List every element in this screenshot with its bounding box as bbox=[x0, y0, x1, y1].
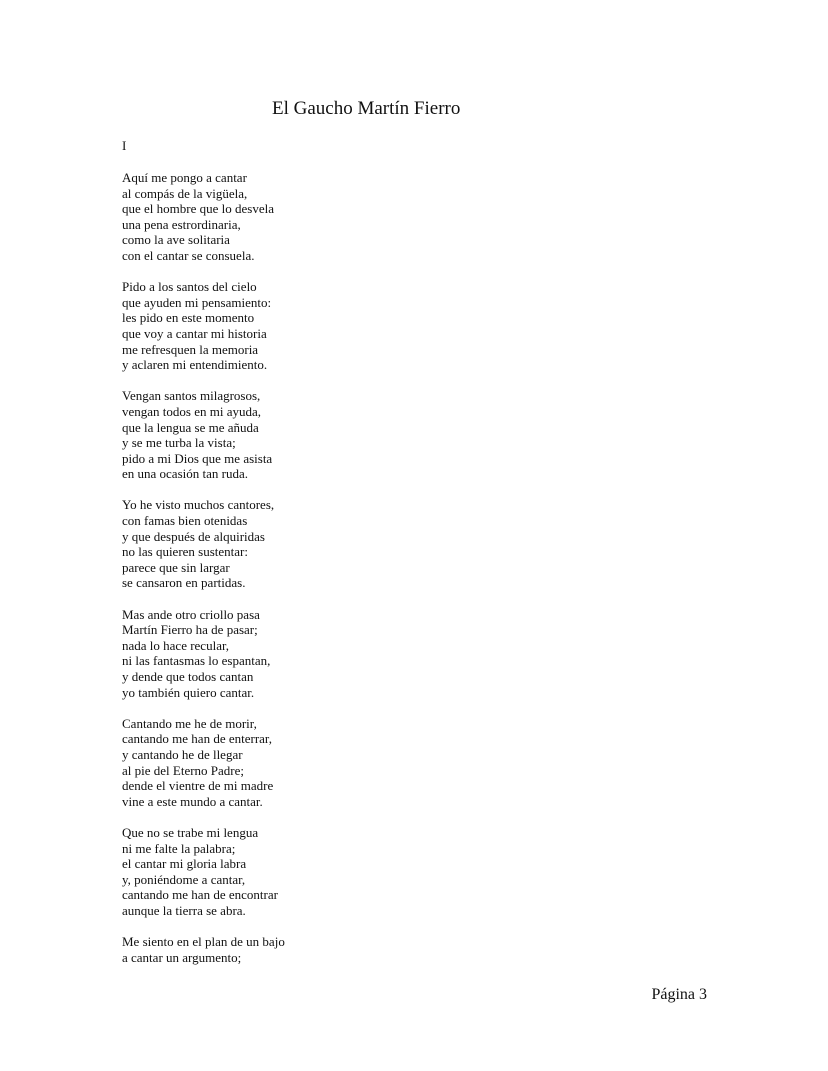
verse-line: Martín Fierro ha de pasar; bbox=[122, 622, 258, 638]
poem-body bbox=[122, 170, 442, 981]
verse-line: les pido en este momento bbox=[122, 310, 255, 326]
verse-line: en una ocasión tan ruda. bbox=[122, 466, 248, 482]
verse-line: con famas bien otenidas bbox=[122, 513, 248, 529]
verse-line: Que no se trabe mi lengua bbox=[122, 824, 259, 840]
verse-line: que voy a cantar mi historia bbox=[122, 325, 267, 341]
verse-line: a cantar un argumento; bbox=[122, 949, 242, 965]
verse-line: vine a este mundo a cantar. bbox=[122, 793, 263, 809]
verse-line: se cansaron en partidas. bbox=[122, 575, 246, 591]
page-title: El Gaucho Martín Fierro bbox=[272, 98, 461, 119]
verse-line: me refresquen la memoria bbox=[122, 341, 259, 357]
verse-line: que la lengua se me añuda bbox=[122, 419, 259, 435]
stanza bbox=[122, 388, 442, 482]
verse-line: cantando me han de encontrar bbox=[122, 887, 278, 903]
verse-line: ni las fantasmas lo espantan, bbox=[122, 653, 271, 669]
verse-line: nada lo hace recular, bbox=[122, 637, 230, 653]
stanza bbox=[122, 279, 442, 373]
verse-line: que ayuden mi pensamiento: bbox=[122, 294, 272, 310]
stanza bbox=[122, 934, 442, 965]
verse-line: Vengan santos milagrosos, bbox=[122, 388, 261, 404]
verse-line: yo también quiero cantar. bbox=[122, 684, 255, 700]
verse-line: como la ave solitaria bbox=[122, 232, 230, 248]
verse-line: y se me turba la vista; bbox=[122, 435, 236, 451]
verse-line: Aquí me pongo a cantar bbox=[122, 170, 247, 185]
verse-line: dende el vientre de mi madre bbox=[122, 778, 274, 794]
stanza bbox=[122, 170, 442, 264]
verse-line: Cantando me he de morir, bbox=[122, 715, 257, 731]
verse-line: vengan todos en mi ayuda, bbox=[122, 403, 261, 419]
verse-line: que el hombre que lo desvela bbox=[122, 201, 274, 217]
verse-line: Pido a los santos del cielo bbox=[122, 279, 257, 295]
verse-line: Me siento en el plan de un bajo bbox=[122, 934, 285, 950]
verse-line: con el cantar se consuela. bbox=[122, 247, 255, 263]
verse-line: al compás de la vigüela, bbox=[122, 185, 248, 201]
verse-line: al pie del Eterno Padre; bbox=[122, 762, 245, 778]
verse-line: y aclaren mi entendimiento. bbox=[122, 357, 268, 373]
stanza bbox=[122, 607, 442, 701]
verse-line: el cantar mi gloria labra bbox=[122, 856, 247, 872]
verse-line: parece que sin largar bbox=[122, 559, 230, 575]
stanza bbox=[122, 825, 442, 919]
verse-line: y dende que todos cantan bbox=[122, 669, 254, 684]
verse-line: una pena estrordinaria, bbox=[122, 216, 241, 232]
verse-line: no las quieren sustentar: bbox=[122, 544, 248, 560]
verse-line: Yo he visto muchos cantores, bbox=[122, 497, 275, 513]
verse-line: cantando me han de enterrar, bbox=[122, 731, 272, 747]
verse-line: pido a mi Dios que me asista bbox=[122, 450, 273, 466]
verse-line: ni me falte la palabra; bbox=[122, 840, 236, 856]
page-number: Página 3 bbox=[651, 986, 707, 1003]
verse-line: y, poniéndome a cantar, bbox=[122, 871, 246, 887]
section-numeral: I bbox=[122, 138, 127, 153]
stanza bbox=[122, 497, 442, 591]
verse-line: y cantando he de llegar bbox=[122, 746, 243, 762]
verse-line: Mas ande otro criollo pasa bbox=[122, 606, 260, 622]
verse-line: aunque la tierra se abra. bbox=[122, 902, 246, 918]
verse-line: y que después de alquiridas bbox=[122, 528, 265, 544]
stanza bbox=[122, 716, 442, 810]
